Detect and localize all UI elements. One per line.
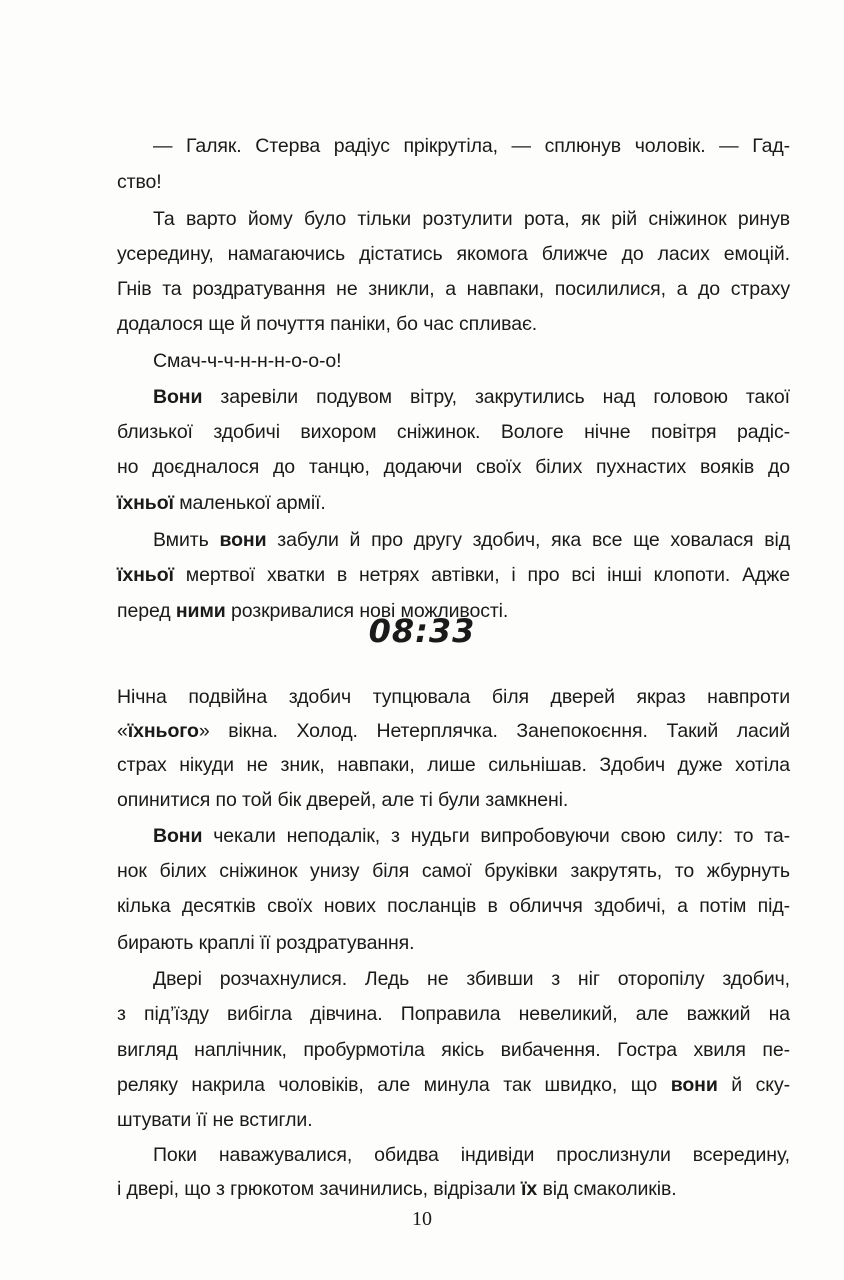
text-line	[117, 788, 790, 812]
bold-text: їх	[521, 1178, 538, 1200]
text-line	[153, 385, 790, 409]
text-segment: з під’їзду вибігла дівчина. Поправила невеликий, але важкий на	[117, 1003, 790, 1025]
page-number: 10	[412, 1208, 432, 1230]
text-line	[117, 277, 790, 301]
text-line	[117, 1108, 790, 1132]
text-segment: усередину, намагаючись дістатись якомога ближче до ласих емоцій.	[117, 243, 790, 265]
text-line	[117, 170, 790, 194]
text-segment: «	[117, 720, 128, 742]
text-segment: страх нікуди не зник, навпаки, лише сильнішав. Здобич дуже хотіла	[117, 754, 790, 776]
text-segment: ство!	[117, 171, 162, 193]
text-segment: забули й про другу здобич, яка все ще ховалася від	[266, 529, 791, 551]
text-line	[117, 859, 790, 883]
text-line	[117, 563, 790, 587]
bold-text: їхнього	[127, 720, 199, 742]
text-segment: вигляд наплічник, пробурмотіла якісь вибачення. Гостра хвиля пе-	[117, 1039, 790, 1061]
text-line	[117, 719, 790, 743]
bold-text: їхньої	[117, 492, 174, 514]
text-segment: перед	[117, 600, 176, 622]
text-segment: — Галяк. Стерва радіус прікрутіла, — сплюнув чоловік. — Гад-	[153, 135, 790, 157]
bold-text: Вони	[153, 386, 203, 408]
text-segment: Гнів та роздратування не зникли, а навпаки, посилилися, а до страху	[117, 278, 790, 300]
text-segment: бирають краплі її роздратування.	[117, 932, 415, 954]
text-line	[153, 134, 790, 158]
text-line	[117, 1177, 790, 1201]
text-segment: Та варто йому було тільки розтулити рота, як рій сніжинок ринув	[153, 208, 790, 230]
text-segment: Нічна подвійна здобич тупцювала біля дверей якраз навпроти	[117, 686, 790, 708]
text-segment: додалося ще й почуття паніки, бо час спливає.	[117, 313, 538, 335]
text-line	[117, 491, 790, 515]
text-line	[117, 753, 790, 777]
text-segment: » вікна. Холод. Нетерплячка. Занепокоєння. Такий ласий	[198, 720, 790, 742]
text-line	[117, 1038, 790, 1062]
text-line	[117, 685, 790, 709]
text-segment: но доєдналося до танцю, додаючи своїх білих пухнастих вояків до	[117, 456, 790, 478]
text-segment: Поки наважувалися, обидва індивіди прослизнули всередину,	[153, 1144, 790, 1166]
text-segment: і двері, що з грюкотом зачинились, відрізали	[117, 1178, 522, 1200]
text-line	[153, 967, 790, 991]
text-line	[153, 528, 790, 552]
text-line	[153, 207, 790, 231]
bold-text: вони	[219, 529, 267, 551]
text-line	[117, 1073, 790, 1097]
bold-text: їхньої	[117, 564, 174, 586]
text-segment: маленької армії.	[173, 492, 326, 514]
text-line	[117, 242, 790, 266]
text-segment: реляку накрила чоловіків, але минула так швидко, що	[117, 1074, 671, 1096]
text-segment: нок білих сніжинок унизу біля самої бруківки закрутять, то жбурнуть	[117, 860, 790, 882]
text-segment: розкривалися нові можливості.	[225, 600, 509, 622]
text-line	[117, 420, 790, 444]
bold-text: вони	[670, 1074, 718, 1096]
text-segment: опинитися по той бік дверей, але ті були замкнені.	[117, 789, 569, 811]
text-segment: мертвої хватки в нетрях автівки, і про всі інші клопоти. Адже	[173, 564, 790, 586]
bold-text: Вони	[153, 825, 203, 847]
chapter-heading: 08:33	[368, 612, 476, 650]
text-segment: від смаколиків.	[537, 1178, 677, 1200]
text-line	[153, 1143, 790, 1167]
text-line	[117, 894, 790, 918]
text-segment: штувати її не встигли.	[117, 1109, 313, 1131]
bold-text: ними	[175, 600, 226, 622]
text-line	[117, 455, 790, 479]
text-segment: чекали неподалік, з нудьги випробовуючи свою силу: то та-	[202, 825, 790, 847]
text-segment: Смач-ч-ч-н-н-н-о-о-о!	[153, 350, 342, 372]
text-line	[117, 1002, 790, 1026]
text-segment: Вмить	[153, 529, 220, 551]
text-segment: кілька десятків своїх нових посланців в обличчя здобичі, а потім під-	[117, 895, 790, 917]
text-line	[117, 312, 790, 336]
text-segment: Двері розчахнулися. Ледь не збивши з ніг оторопілу здобич,	[153, 968, 790, 990]
text-line	[117, 931, 790, 955]
text-line	[153, 824, 790, 848]
text-segment: близької здобичі вихором сніжинок. Вологе нічне повітря радіс-	[117, 421, 790, 443]
text-segment: заревіли подувом вітру, закрутились над головою такої	[202, 386, 790, 408]
text-segment: й ску-	[717, 1074, 790, 1096]
text-line	[153, 349, 790, 373]
